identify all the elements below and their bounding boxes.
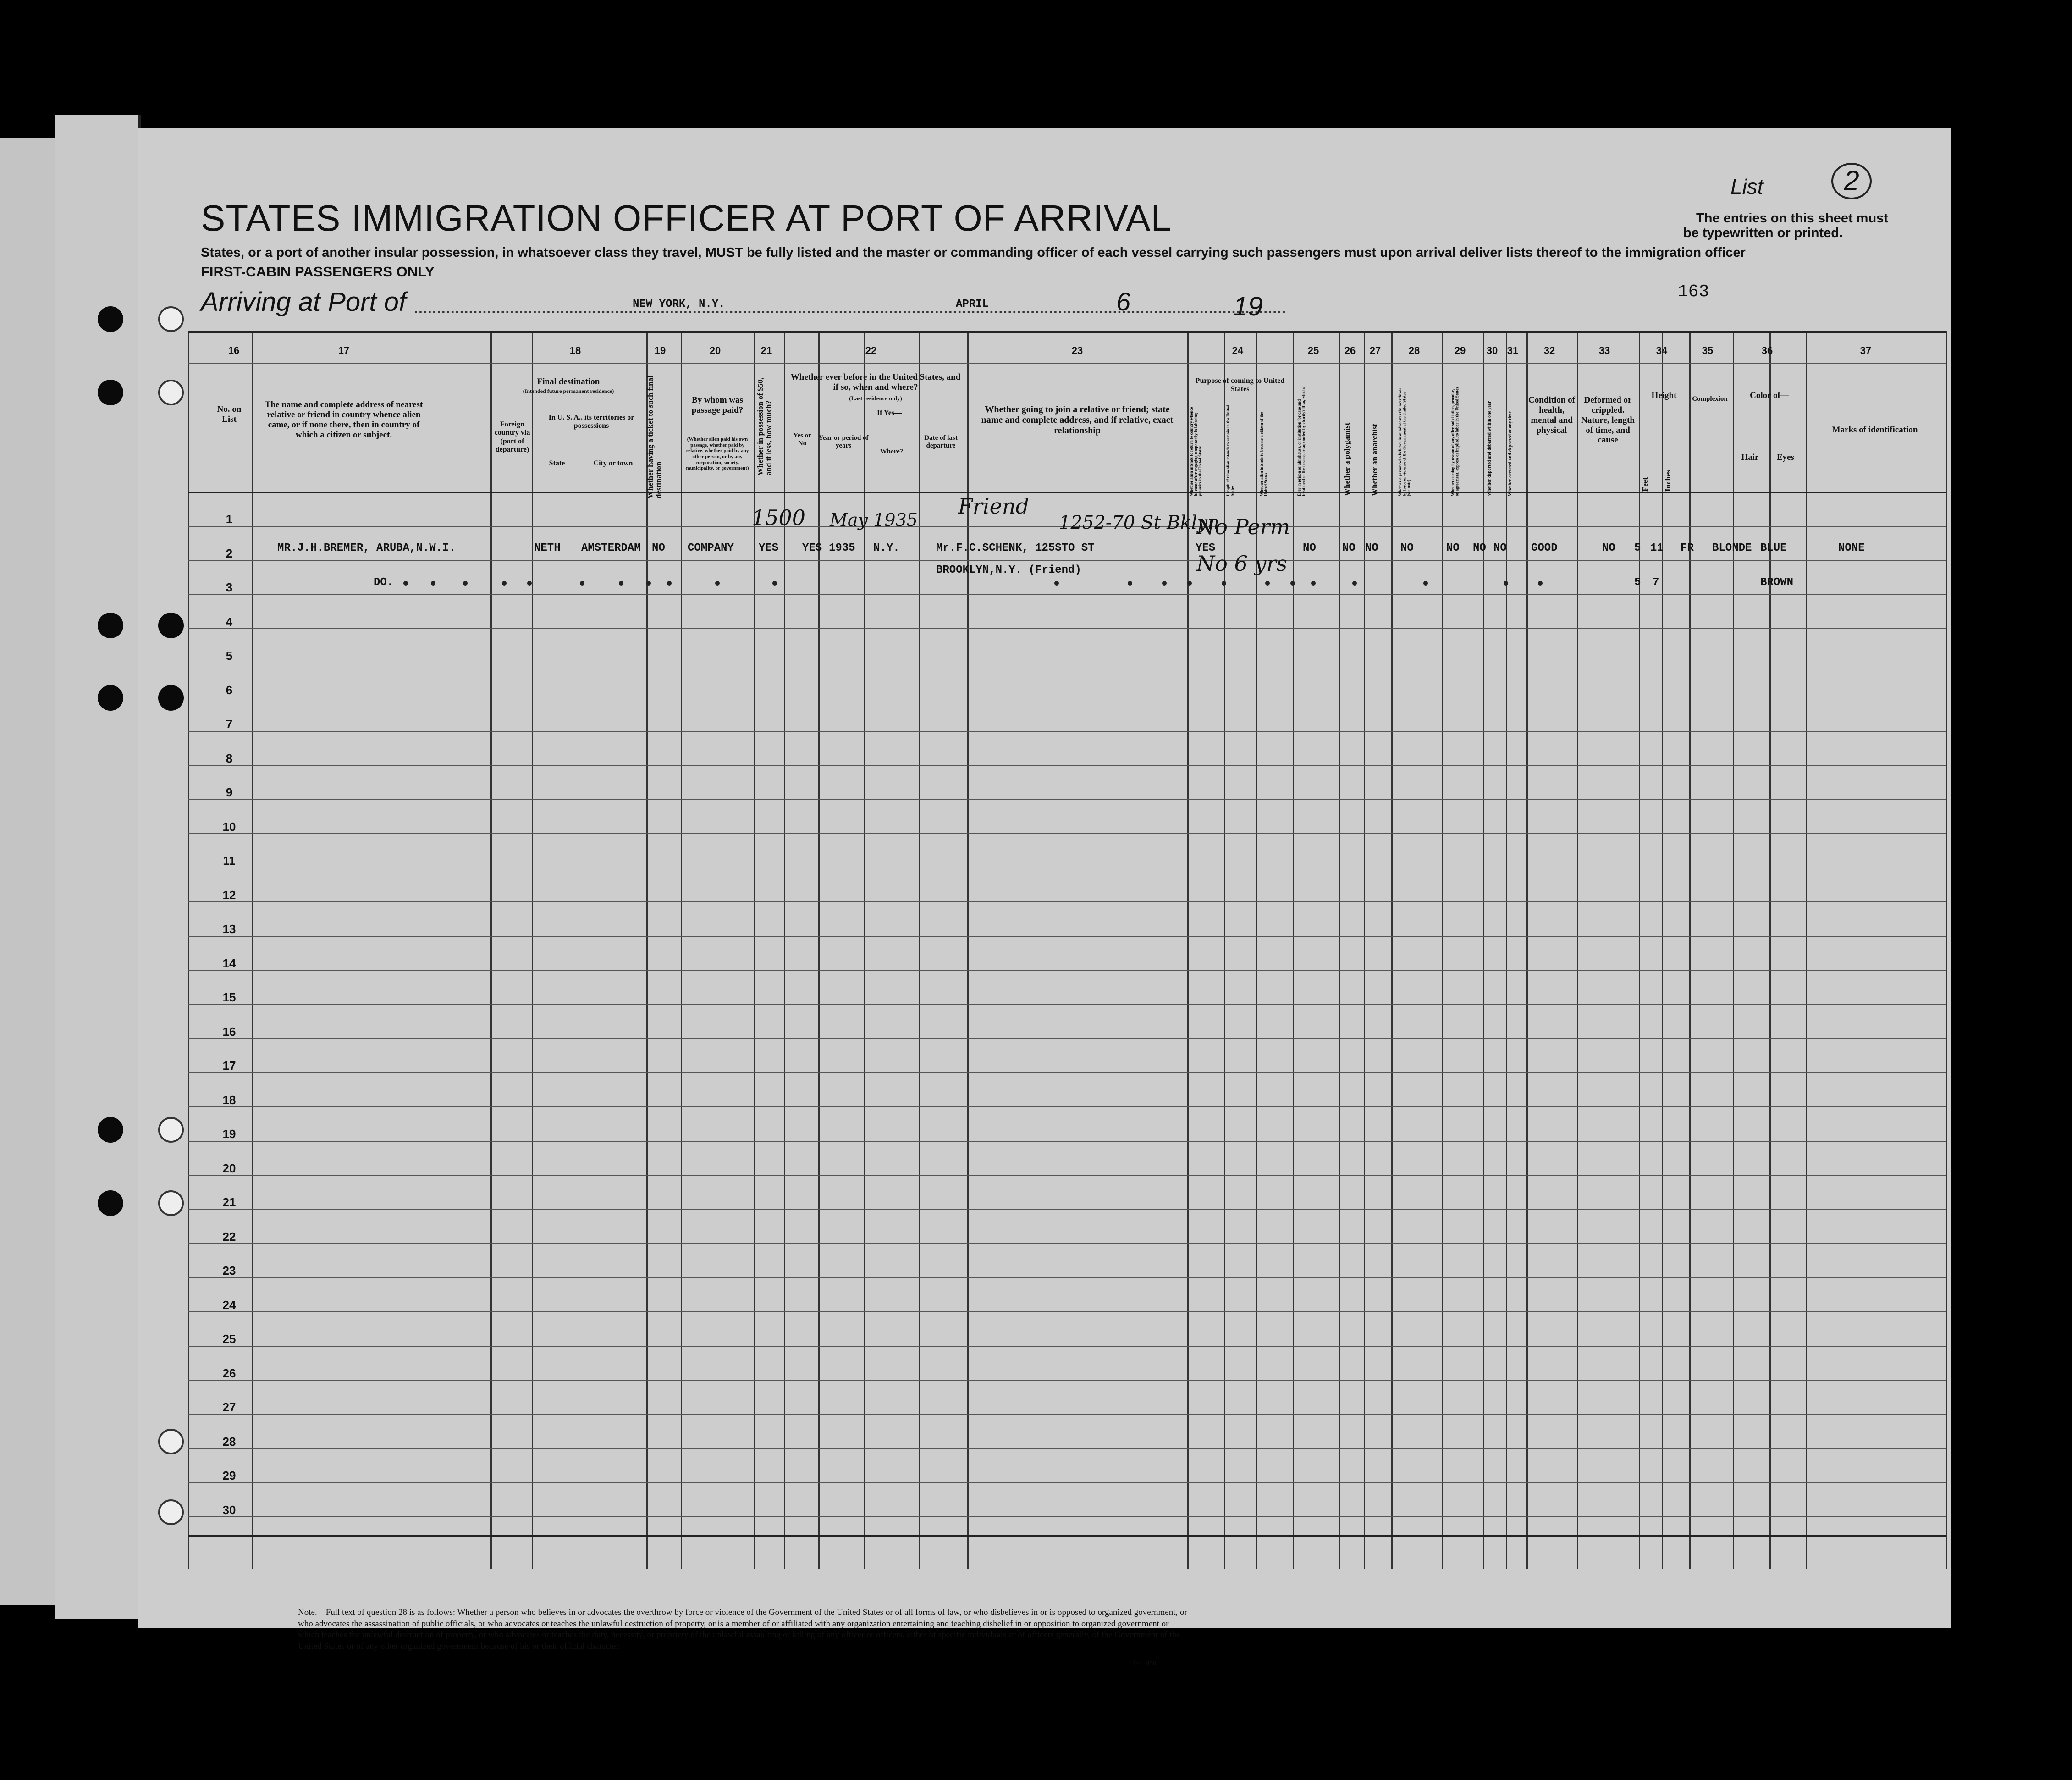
question-28-note: Note.—Full text of question 28 is as follows: Whether a person who believes in or advocates the overthrow by force or violence of the Government of the United States or of all forms of law, or who disbelieves in or is opposed to organized government, or who advocates the assassination of public officials, or who advocates or teaches the unlawful destruction of property, or is a member of or affiliated with any organization entertaining and teaching disbelief in or opposition to organized government or which teaches the unlawful destruction of property, or who advocates or teaches the duty, necessity, or propriety of the unlawful assaulting or killing of any officer or officers, either of specific individuals or of officers generally, of the Government of the United States or of any other organized government because of his or their official character. <box>298 1608 1187 1652</box>
column-rule <box>681 331 682 1569</box>
row-rule <box>188 628 1946 629</box>
binder-hole <box>98 1190 123 1216</box>
binder-hole <box>158 1117 184 1143</box>
col22-header: Whether ever before in the United States, and if so, when and where? <box>790 372 961 392</box>
r1-hair: BLONDE <box>1712 542 1752 554</box>
row-rule <box>188 833 1946 834</box>
hand-purpose-r1: No Perm <box>1196 514 1290 539</box>
r1-q31: NO <box>1493 542 1507 554</box>
col37-header: Marks of identification <box>1832 425 1918 435</box>
column-number: 36 <box>1761 345 1773 356</box>
hand-purpose-r2: No 6 yrs <box>1196 551 1288 576</box>
arriving-label: Arriving at Port of <box>201 287 407 317</box>
column-number: 22 <box>865 345 877 356</box>
col31-header: Whether arrested and deported at any time <box>1508 411 1513 496</box>
col24c-header: Whether alien intends to become a citizen of the United States <box>1259 412 1268 496</box>
col18-usa: In U. S. A., its territories or possessions <box>548 414 634 430</box>
col16-header: No. on List <box>217 404 242 424</box>
r1-q29: NO <box>1446 542 1460 554</box>
col18-foreign: Foreign country via (port of departure) <box>494 420 530 454</box>
col18-sub: (Intended future permanent residence) <box>523 388 614 394</box>
row-number: 20 <box>222 1161 236 1175</box>
ditto-mark <box>1187 581 1192 586</box>
col18-city: City or town <box>593 459 633 467</box>
row-rule <box>188 1072 1946 1073</box>
binder-hole <box>98 306 123 332</box>
column-number: 29 <box>1454 345 1466 356</box>
column-number: 37 <box>1860 345 1872 356</box>
column-rule <box>1639 331 1640 1569</box>
binder-hole <box>158 613 184 638</box>
form-class: FIRST-CABIN PASSENGERS ONLY <box>201 264 435 280</box>
row-rule <box>188 1209 1946 1210</box>
col17-header: The name and complete address of nearest relative or friend in country whence alien came, or if none there, then in country of which a citizen or subject. <box>265 400 423 440</box>
row-number: 13 <box>222 922 236 936</box>
col25-header: Ever in prison or almshouse, or institution for care and treatment of the insane, or supported by charity? If so, which? <box>1297 386 1306 496</box>
ditto-mark <box>1423 581 1428 586</box>
row-number: 22 <box>222 1229 236 1244</box>
col22-sub: (Last residence only) <box>849 395 902 402</box>
col22-where: Where? <box>880 448 904 455</box>
row-number: 2 <box>226 546 233 560</box>
ditto-mark <box>772 581 777 586</box>
col22-date: Date of last departure <box>924 434 958 450</box>
col21-header: Whether in possession of $50, and if less, how much? <box>756 377 773 475</box>
col36-eyes: Eyes <box>1777 453 1794 462</box>
r1-fifty: YES <box>759 542 779 554</box>
column-rule <box>1689 331 1691 1569</box>
row-number: 3 <box>226 580 233 594</box>
manifest-table <box>188 331 1946 1569</box>
hand-amount: 1500 <box>752 505 806 530</box>
row-rule <box>188 799 1946 800</box>
row-number: 24 <box>222 1298 236 1312</box>
row-number: 25 <box>222 1332 236 1346</box>
r2-feet: 5 <box>1634 576 1641 589</box>
row-number: 10 <box>222 819 236 834</box>
col30-header: Whether deported and debarred within one year <box>1487 401 1492 496</box>
row-rule <box>188 1004 1946 1005</box>
row-number: 28 <box>222 1434 236 1448</box>
row-rule <box>188 363 1946 364</box>
binder-hole <box>158 1429 184 1454</box>
row-rule <box>188 1038 1946 1039</box>
column-number: 18 <box>569 345 581 356</box>
row-number: 30 <box>222 1503 236 1517</box>
column-rule <box>490 331 492 1569</box>
ditto-mark <box>715 581 720 586</box>
column-number: 33 <box>1598 345 1610 356</box>
ditto-mark <box>1222 581 1226 586</box>
ditto-mark <box>502 581 507 586</box>
year-value: 19 <box>1233 292 1263 321</box>
row-rule <box>188 1277 1946 1278</box>
column-rule <box>1662 331 1663 1569</box>
row-rule <box>188 1175 1946 1176</box>
col19-header: Whether having a ticket to such final destination <box>646 376 663 498</box>
ditto-mark <box>580 581 584 586</box>
column-number: 19 <box>654 345 666 356</box>
row-rule <box>188 1516 1946 1517</box>
column-rule <box>919 331 920 1569</box>
column-rule <box>252 331 253 1569</box>
col22-yesno: Yes or No <box>793 432 811 448</box>
r1-paid-by: COMPANY <box>688 542 734 554</box>
column-number: 20 <box>709 345 721 356</box>
col27-header: Whether an anarchist <box>1370 423 1379 496</box>
ditto-mark <box>1504 581 1508 586</box>
column-rule <box>1391 331 1393 1569</box>
list-label: List <box>1730 175 1763 199</box>
column-rule <box>1442 331 1443 1569</box>
row-number: 19 <box>222 1127 236 1141</box>
r1-purpose: YES <box>1196 542 1216 554</box>
col32-header: Condition of health, mental and physical <box>1528 395 1575 435</box>
ditto-mark <box>1162 581 1167 586</box>
list-number: 2 <box>1831 163 1872 199</box>
ditto-mark <box>463 581 468 586</box>
r1-health: GOOD <box>1531 542 1558 554</box>
r1-anarchist: NO <box>1365 542 1378 554</box>
day-value: 6 <box>1116 287 1131 316</box>
row-rule <box>188 1535 1946 1537</box>
r1-before-where: N.Y. <box>873 542 900 554</box>
col34-feet: Feet <box>1641 477 1649 492</box>
col34-inches: Inches <box>1664 470 1672 492</box>
column-number: 23 <box>1071 345 1083 356</box>
col24a-header: Whether alien intends to return to country whence he came after engaging temporarily in laboring pursuits in the United States <box>1189 407 1202 496</box>
binder-hole <box>158 306 184 332</box>
row-number: 21 <box>222 1195 236 1209</box>
column-rule <box>1946 331 1947 1569</box>
hand-address: 1252-70 St Bklyn <box>1059 512 1219 533</box>
col34-header: Height <box>1651 391 1677 400</box>
binder-hole <box>98 685 123 711</box>
r1-city: AMSTERDAM <box>581 542 641 554</box>
ditto-mark <box>403 581 408 586</box>
row-rule <box>188 1380 1946 1381</box>
col36-header: Color of— <box>1750 391 1789 400</box>
row-rule <box>188 731 1946 732</box>
ditto-mark <box>1352 581 1357 586</box>
r1-joining: Mr.F.C.SCHENK, 125STO ST <box>936 542 1095 554</box>
ditto-mark <box>1290 581 1295 586</box>
col18-state: State <box>549 459 565 467</box>
r1-marks: NONE <box>1838 542 1865 554</box>
row-number: 18 <box>222 1093 236 1107</box>
r1-eyes: BLUE <box>1760 542 1787 554</box>
column-number: 26 <box>1344 345 1356 356</box>
col20-sub: (Whether alien paid his own passage, whether paid by relative, whether paid by any other person, or by any corporation, society, municipality, or government) <box>686 437 749 471</box>
r1-q28: NO <box>1400 542 1414 554</box>
ditto-mark <box>431 581 435 586</box>
row-number: 1 <box>226 512 233 526</box>
row-number: 14 <box>222 956 236 970</box>
row-number: 23 <box>222 1264 236 1277</box>
col33-header: Deformed or crippled. Nature, length of time, and cause <box>1581 395 1635 445</box>
row-rule <box>188 594 1946 595</box>
binder-hole <box>98 1117 123 1143</box>
r2-inches: 7 <box>1653 576 1659 589</box>
col22-year: Year or period of years <box>818 434 869 450</box>
ditto-mark <box>527 581 532 586</box>
row-number: 12 <box>222 888 236 902</box>
r1-prison: NO <box>1303 542 1316 554</box>
r1-relative: MR.J.H.BREMER, ARUBA,N.W.I. <box>277 542 456 554</box>
col24b-header: Length of time alien intends to remain in the United States <box>1226 404 1235 496</box>
column-rule <box>1577 331 1578 1569</box>
column-number: 32 <box>1543 345 1555 356</box>
port-value: NEW YORK, N.Y. <box>633 298 725 310</box>
col22-ifyes: If Yes— <box>876 409 902 417</box>
r1-before-year: 1935 <box>829 542 855 554</box>
hand-friend: Friend <box>958 494 1029 519</box>
col29-header: Whether coming by reason of any offer, solicitation, promise, or agreement, express or implied, to labor in the United States <box>1450 387 1460 496</box>
row-rule <box>188 331 1946 333</box>
row-number: 17 <box>222 1059 236 1072</box>
r2-relative: DO. <box>374 576 394 589</box>
column-rule <box>1506 331 1507 1569</box>
r2-eyes: BROWN <box>1760 576 1794 589</box>
row-rule <box>188 560 1946 561</box>
row-number: 26 <box>222 1366 236 1380</box>
row-number: 15 <box>222 990 236 1004</box>
r2-joining: BROOKLYN,N.Y. (Friend) <box>936 564 1081 576</box>
column-rule <box>1526 331 1528 1569</box>
binder-hole <box>158 1499 184 1525</box>
row-rule <box>188 492 1946 493</box>
column-rule <box>1339 331 1340 1569</box>
row-number: 16 <box>222 1024 236 1039</box>
row-rule <box>188 1346 1946 1347</box>
row-rule <box>188 1311 1946 1312</box>
row-rule <box>188 1106 1946 1107</box>
month-value: APRIL <box>956 298 989 310</box>
row-rule <box>188 1448 1946 1449</box>
col26-header: Whether a polygamist <box>1343 422 1351 496</box>
row-number: 9 <box>226 785 233 799</box>
column-rule <box>1293 331 1294 1569</box>
ditto-mark <box>619 581 623 586</box>
column-number: 25 <box>1307 345 1319 356</box>
r1-before-yes: YES <box>802 542 822 554</box>
entries-note: The entries on this sheet must <box>1696 211 1888 226</box>
col28-header: Whether a person who believes in or advocates the overthrow by force or violence of the Government of the United States (see note) <box>1398 388 1411 496</box>
binder-hole <box>98 613 123 638</box>
row-rule <box>188 1243 1946 1244</box>
col35-header: Complexion <box>1692 395 1728 403</box>
binder-hole <box>158 380 184 405</box>
hand-date: May 1935 <box>830 510 918 530</box>
row-number: 6 <box>226 683 233 697</box>
column-number: 28 <box>1408 345 1420 356</box>
column-number: 34 <box>1656 345 1668 356</box>
ditto-mark <box>1054 581 1059 586</box>
column-number: 27 <box>1369 345 1381 356</box>
col20-header: By whom was passage paid? <box>691 395 744 415</box>
column-rule <box>1733 331 1734 1569</box>
ditto-mark <box>667 581 672 586</box>
row-number: 11 <box>223 854 236 868</box>
r1-ticket: NO <box>652 542 665 554</box>
column-rule <box>188 331 189 1569</box>
column-number: 21 <box>760 345 772 356</box>
col23-header: Whether going to join a relative or friend; state name and complete address, and if relative, exact relationship <box>981 404 1174 436</box>
binder-hole <box>158 685 184 711</box>
page-number: 163 <box>1678 282 1709 302</box>
column-number: 30 <box>1486 345 1498 356</box>
col36-hair: Hair <box>1741 453 1759 462</box>
r1-country: NETH <box>534 542 561 554</box>
page-fold-strip <box>55 115 141 1619</box>
row-number: 27 <box>222 1400 236 1414</box>
ditto-mark <box>1538 581 1543 586</box>
row-rule <box>188 936 1946 937</box>
column-number: 35 <box>1702 345 1714 356</box>
row-number: 8 <box>226 751 233 765</box>
r1-q30: NO <box>1473 542 1486 554</box>
column-rule <box>1806 331 1807 1569</box>
column-number: 17 <box>338 345 350 356</box>
binder-hole <box>98 380 123 405</box>
column-rule <box>646 331 648 1569</box>
r1-deformed: NO <box>1602 542 1615 554</box>
r1-inches: 11 <box>1650 542 1664 554</box>
row-rule <box>188 1482 1946 1483</box>
column-rule <box>1364 331 1365 1569</box>
ditto-mark <box>1265 581 1270 586</box>
form-instructions: States, or a port of another insular possession, in whatsoever class they travel, MUST be fully listed and the master or commanding officer of each vessel carrying such passengers must upon arrival deliver lists thereof to the immigration officer <box>201 245 1746 260</box>
row-number: 29 <box>222 1469 236 1482</box>
column-number: 31 <box>1507 345 1519 356</box>
row-number: 7 <box>226 717 233 731</box>
column-rule <box>818 331 820 1569</box>
column-rule <box>532 331 533 1569</box>
col24-header: Purpose of coming to United States <box>1195 377 1285 393</box>
r1-complexion: FR <box>1681 542 1694 554</box>
column-rule <box>1483 331 1484 1569</box>
row-number: 5 <box>226 649 233 663</box>
ditto-mark <box>646 581 651 586</box>
row-rule <box>188 901 1946 902</box>
form-number: 14—450 <box>1132 1660 1157 1667</box>
column-number: 16 <box>228 345 240 356</box>
row-rule <box>188 1414 1946 1415</box>
form-title: STATES IMMIGRATION OFFICER AT PORT OF ARRIVAL <box>201 198 1172 238</box>
ditto-mark <box>1128 581 1132 586</box>
entries-note-2: be typewritten or printed. <box>1683 226 1843 240</box>
row-number: 4 <box>226 614 233 629</box>
r1-feet: 5 <box>1634 542 1641 554</box>
port-dotted-line <box>415 311 1286 313</box>
r1-polygamist: NO <box>1342 542 1356 554</box>
ditto-mark <box>1311 581 1316 586</box>
binder-hole <box>158 1190 184 1216</box>
row-rule <box>188 1141 1946 1142</box>
col18-header: Final destination <box>537 377 600 387</box>
column-number: 24 <box>1232 345 1244 356</box>
column-rule <box>1769 331 1771 1569</box>
row-rule <box>188 765 1946 766</box>
row-rule <box>188 970 1946 971</box>
